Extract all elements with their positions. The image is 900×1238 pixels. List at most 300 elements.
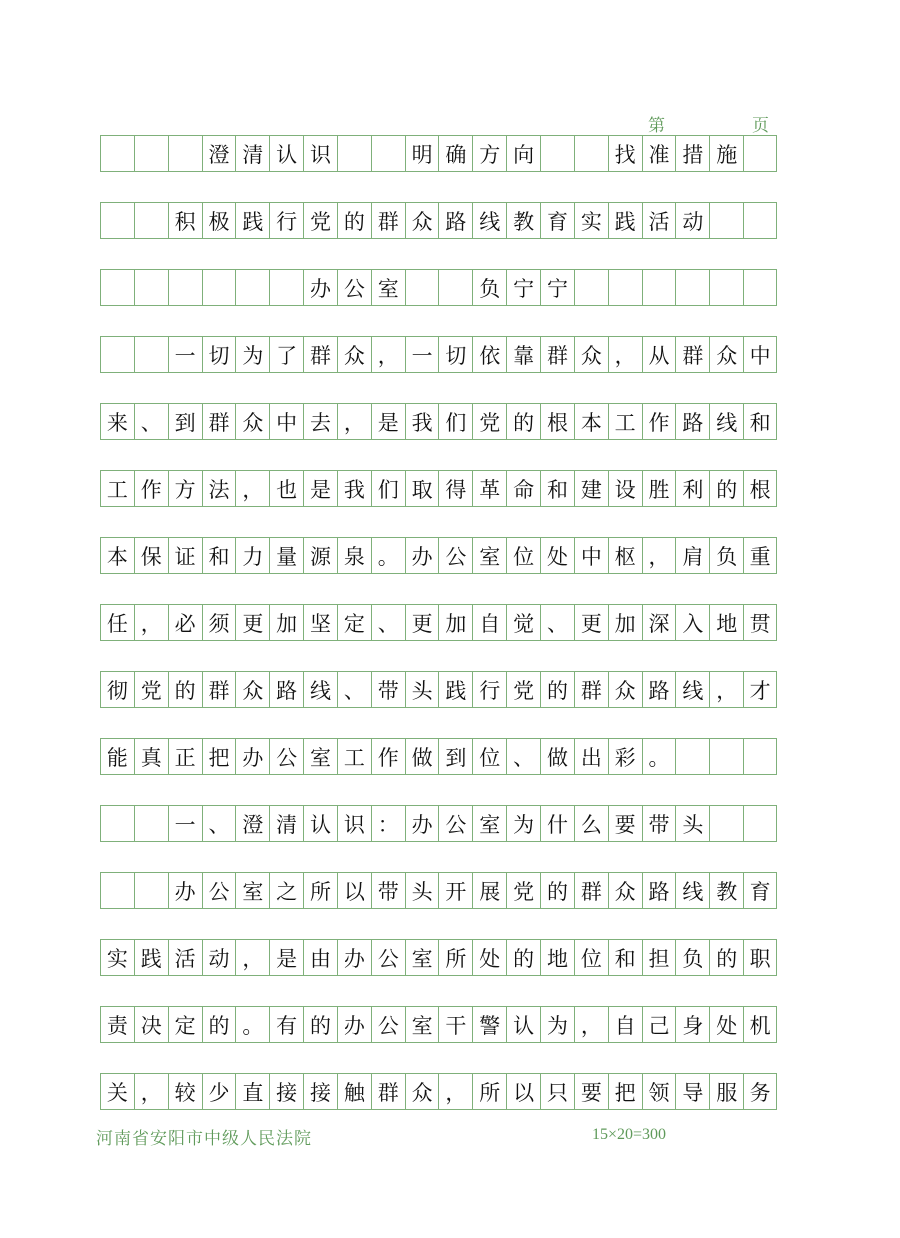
grid-cell: 真 <box>134 738 168 775</box>
grid-cell: 公 <box>371 1006 405 1043</box>
grid-cell: 须 <box>202 604 236 641</box>
grid-cell: 党 <box>303 202 337 239</box>
grid-cell: 公 <box>269 738 303 775</box>
grid-cell: 更 <box>574 604 608 641</box>
grid-cell: 直 <box>235 1073 269 1110</box>
grid-cell: 把 <box>608 1073 642 1110</box>
grid-cell <box>709 738 743 775</box>
grid-cell: 工 <box>337 738 371 775</box>
grid-spec: 15×20=300 <box>592 1126 667 1143</box>
grid-cell: 宁 <box>540 269 574 306</box>
grid-cell: 带 <box>642 805 676 842</box>
grid-cell: 积 <box>168 202 202 239</box>
grid-cell: 办 <box>337 939 371 976</box>
grid-cell: 室 <box>303 738 337 775</box>
grid-cell: 革 <box>472 470 506 507</box>
grid-cell: 室 <box>371 269 405 306</box>
grid-cell: 。 <box>371 537 405 574</box>
manuscript-line <box>100 807 777 844</box>
grid-cell <box>269 269 303 306</box>
grid-cell: ， <box>709 671 743 708</box>
grid-cell: 作 <box>134 470 168 507</box>
court-name: 河南省安阳市中级人民法院 <box>96 1129 312 1149</box>
grid-cell: 担 <box>642 939 676 976</box>
grid-cell: 工 <box>100 470 134 507</box>
grid-cell: 室 <box>235 872 269 909</box>
grid-cell: 众 <box>337 336 371 373</box>
grid-cell: 法 <box>202 470 236 507</box>
grid-cell: 展 <box>472 872 506 909</box>
grid-cell: 根 <box>540 403 574 440</box>
grid-cell: 线 <box>303 671 337 708</box>
grid-cell: 接 <box>303 1073 337 1110</box>
grid-cell: 方 <box>472 135 506 172</box>
grid-cell: 为 <box>506 805 540 842</box>
grid-cell <box>540 135 574 172</box>
grid-cell: 实 <box>100 939 134 976</box>
grid-cell: 活 <box>168 939 202 976</box>
grid-cell: 任 <box>100 604 134 641</box>
grid-cell: ， <box>134 604 168 641</box>
grid-cell <box>743 805 777 842</box>
grid-cell <box>642 269 676 306</box>
grid-cell: 群 <box>303 336 337 373</box>
grid-cell: 众 <box>709 336 743 373</box>
grid-cell: 是 <box>371 403 405 440</box>
grid-cell: 施 <box>709 135 743 172</box>
grid-cell: 必 <box>168 604 202 641</box>
grid-cell: 领 <box>642 1073 676 1110</box>
grid-cell: 能 <box>100 738 134 775</box>
grid-cell: 。 <box>235 1006 269 1043</box>
manuscript-line <box>100 941 777 978</box>
grid-cell: 认 <box>269 135 303 172</box>
grid-cell: 设 <box>608 470 642 507</box>
grid-cell: 线 <box>675 671 709 708</box>
grid-cell: 决 <box>134 1006 168 1043</box>
grid-cell: 关 <box>100 1073 134 1110</box>
manuscript-line <box>100 271 777 308</box>
grid-cell: 。 <box>642 738 676 775</box>
grid-cell: 一 <box>168 336 202 373</box>
grid-cell: 正 <box>168 738 202 775</box>
grid-cell: 头 <box>405 671 439 708</box>
grid-cell: 作 <box>371 738 405 775</box>
grid-cell <box>134 336 168 373</box>
grid-cell: 行 <box>472 671 506 708</box>
grid-cell <box>675 269 709 306</box>
grid-cell <box>743 202 777 239</box>
grid-cell: 重 <box>743 537 777 574</box>
grid-cell: 职 <box>743 939 777 976</box>
grid-cell: 识 <box>337 805 371 842</box>
grid-cell: 和 <box>608 939 642 976</box>
grid-cell: 办 <box>303 269 337 306</box>
grid-cell: 党 <box>472 403 506 440</box>
grid-cell <box>709 805 743 842</box>
grid-cell: 接 <box>269 1073 303 1110</box>
grid-cell <box>134 872 168 909</box>
grid-cell: ， <box>134 1073 168 1110</box>
grid-cell: 众 <box>608 872 642 909</box>
grid-cell: ， <box>337 403 371 440</box>
manuscript-line <box>100 1075 777 1112</box>
grid-cell: 中 <box>269 403 303 440</box>
grid-cell: 准 <box>642 135 676 172</box>
grid-cell: 的 <box>506 403 540 440</box>
grid-cell: 党 <box>506 671 540 708</box>
grid-cell: 切 <box>202 336 236 373</box>
grid-cell: 才 <box>743 671 777 708</box>
grid-cell <box>743 738 777 775</box>
grid-cell <box>134 135 168 172</box>
grid-cell: 定 <box>337 604 371 641</box>
grid-cell: 什 <box>540 805 574 842</box>
grid-cell: 入 <box>675 604 709 641</box>
grid-cell: 公 <box>438 537 472 574</box>
grid-cell: 办 <box>235 738 269 775</box>
grid-cell: 本 <box>574 403 608 440</box>
grid-cell: 澄 <box>202 135 236 172</box>
grid-cell: 出 <box>574 738 608 775</box>
grid-cell: 命 <box>506 470 540 507</box>
grid-cell: 认 <box>506 1006 540 1043</box>
grid-cell: 我 <box>405 403 439 440</box>
grid-cell: 公 <box>337 269 371 306</box>
grid-cell: 地 <box>540 939 574 976</box>
grid-cell: 践 <box>235 202 269 239</box>
grid-cell <box>100 202 134 239</box>
grid-cell: 只 <box>540 1073 574 1110</box>
grid-cell: 定 <box>168 1006 202 1043</box>
grid-cell: 枢 <box>608 537 642 574</box>
grid-cell: 带 <box>371 872 405 909</box>
grid-cell: ， <box>608 336 642 373</box>
grid-cell: 自 <box>608 1006 642 1043</box>
grid-cell: 为 <box>235 336 269 373</box>
manuscript-line <box>100 539 777 576</box>
grid-cell: 线 <box>709 403 743 440</box>
grid-cell: 取 <box>405 470 439 507</box>
grid-cell: 路 <box>438 202 472 239</box>
grid-cell: 识 <box>303 135 337 172</box>
grid-cell <box>709 269 743 306</box>
grid-cell: 少 <box>202 1073 236 1110</box>
grid-cell: 实 <box>574 202 608 239</box>
grid-cell: 负 <box>472 269 506 306</box>
grid-cell: 由 <box>303 939 337 976</box>
grid-cell: 机 <box>743 1006 777 1043</box>
grid-cell: 胜 <box>642 470 676 507</box>
grid-cell: 的 <box>202 1006 236 1043</box>
grid-cell: 的 <box>337 202 371 239</box>
grid-cell <box>574 269 608 306</box>
grid-cell: 证 <box>168 537 202 574</box>
grid-cell <box>608 269 642 306</box>
grid-cell: 坚 <box>303 604 337 641</box>
grid-cell: 的 <box>540 671 574 708</box>
grid-cell <box>743 269 777 306</box>
grid-cell: 作 <box>642 403 676 440</box>
grid-cell: 服 <box>709 1073 743 1110</box>
grid-cell <box>337 135 371 172</box>
grid-cell: 党 <box>134 671 168 708</box>
grid-cell: 群 <box>574 872 608 909</box>
grid-cell: 所 <box>438 939 472 976</box>
grid-cell: 责 <box>100 1006 134 1043</box>
grid-cell: 公 <box>202 872 236 909</box>
grid-cell: 切 <box>438 336 472 373</box>
grid-cell: 、 <box>540 604 574 641</box>
grid-cell: 室 <box>472 537 506 574</box>
grid-cell: 活 <box>642 202 676 239</box>
grid-cell: 育 <box>743 872 777 909</box>
grid-cell: 带 <box>371 671 405 708</box>
grid-cell: 自 <box>472 604 506 641</box>
grid-cell: 要 <box>608 805 642 842</box>
grid-cell: 众 <box>235 671 269 708</box>
grid-cell: 彻 <box>100 671 134 708</box>
grid-cell: 加 <box>438 604 472 641</box>
grid-cell: 公 <box>438 805 472 842</box>
grid-cell: 处 <box>709 1006 743 1043</box>
grid-cell <box>134 202 168 239</box>
grid-cell: 到 <box>168 403 202 440</box>
grid-cell: 明 <box>405 135 439 172</box>
grid-cell: ， <box>235 470 269 507</box>
grid-cell <box>371 135 405 172</box>
grid-cell: 和 <box>540 470 574 507</box>
grid-cell <box>574 135 608 172</box>
grid-cell: 觉 <box>506 604 540 641</box>
grid-cell: 工 <box>608 403 642 440</box>
grid-cell: 教 <box>506 202 540 239</box>
manuscript-line <box>100 338 777 375</box>
grid-cell <box>100 805 134 842</box>
grid-cell <box>202 269 236 306</box>
grid-cell: 加 <box>269 604 303 641</box>
grid-cell: 导 <box>675 1073 709 1110</box>
grid-cell: ， <box>642 537 676 574</box>
grid-cell: 开 <box>438 872 472 909</box>
grid-cell: 一 <box>405 336 439 373</box>
grid-cell: 找 <box>608 135 642 172</box>
grid-cell: 的 <box>709 470 743 507</box>
grid-cell: 的 <box>303 1006 337 1043</box>
grid-cell <box>100 336 134 373</box>
grid-cell: 本 <box>100 537 134 574</box>
grid-cell: 量 <box>269 537 303 574</box>
grid-cell: 路 <box>269 671 303 708</box>
grid-cell: 触 <box>337 1073 371 1110</box>
grid-cell <box>675 738 709 775</box>
grid-cell: 警 <box>472 1006 506 1043</box>
grid-cell: 路 <box>642 872 676 909</box>
grid-cell: 群 <box>371 202 405 239</box>
grid-cell: 办 <box>168 872 202 909</box>
grid-cell <box>438 269 472 306</box>
grid-cell: 也 <box>269 470 303 507</box>
grid-cell: 有 <box>269 1006 303 1043</box>
grid-cell: 依 <box>472 336 506 373</box>
grid-cell: 群 <box>675 336 709 373</box>
grid-cell: 众 <box>405 1073 439 1110</box>
grid-cell: 办 <box>405 805 439 842</box>
grid-cell: 建 <box>574 470 608 507</box>
grid-cell: 群 <box>371 1073 405 1110</box>
grid-cell: 室 <box>405 1006 439 1043</box>
grid-cell: 去 <box>303 403 337 440</box>
grid-cell: 贯 <box>743 604 777 641</box>
grid-cell: ， <box>574 1006 608 1043</box>
grid-cell: 动 <box>202 939 236 976</box>
grid-cell: 务 <box>743 1073 777 1110</box>
grid-cell: 所 <box>303 872 337 909</box>
manuscript-line <box>100 606 777 643</box>
grid-cell: 路 <box>642 671 676 708</box>
grid-cell: 负 <box>675 939 709 976</box>
grid-cell <box>168 135 202 172</box>
grid-cell <box>743 135 777 172</box>
grid-cell: 群 <box>202 671 236 708</box>
grid-cell <box>100 269 134 306</box>
grid-cell: 践 <box>134 939 168 976</box>
grid-cell: 干 <box>438 1006 472 1043</box>
grid-cell: 、 <box>202 805 236 842</box>
grid-cell: 做 <box>540 738 574 775</box>
grid-cell: 方 <box>168 470 202 507</box>
grid-cell: 向 <box>506 135 540 172</box>
grid-cell: 头 <box>675 805 709 842</box>
grid-cell: 育 <box>540 202 574 239</box>
grid-cell: 靠 <box>506 336 540 373</box>
grid-cell: 们 <box>438 403 472 440</box>
grid-cell: 清 <box>269 805 303 842</box>
grid-cell: 宁 <box>506 269 540 306</box>
grid-cell: 办 <box>405 537 439 574</box>
manuscript-line <box>100 204 777 241</box>
grid-cell: 深 <box>642 604 676 641</box>
grid-cell: 众 <box>574 336 608 373</box>
grid-cell: 、 <box>506 738 540 775</box>
grid-cell: 教 <box>709 872 743 909</box>
grid-cell: 措 <box>675 135 709 172</box>
grid-cell: 是 <box>269 939 303 976</box>
grid-cell: 位 <box>574 939 608 976</box>
grid-cell: 处 <box>540 537 574 574</box>
grid-cell: 、 <box>371 604 405 641</box>
manuscript-line <box>100 740 777 777</box>
grid-cell: 是 <box>303 470 337 507</box>
grid-cell: ： <box>371 805 405 842</box>
grid-cell: 确 <box>438 135 472 172</box>
grid-cell: 中 <box>743 336 777 373</box>
grid-cell: 把 <box>202 738 236 775</box>
grid-cell: 践 <box>608 202 642 239</box>
grid-cell: 利 <box>675 470 709 507</box>
grid-cell <box>134 269 168 306</box>
manuscript-line <box>100 673 777 710</box>
grid-cell: 负 <box>709 537 743 574</box>
grid-cell: 以 <box>506 1073 540 1110</box>
grid-cell: 众 <box>405 202 439 239</box>
page-label-di: 第 <box>648 116 665 136</box>
manuscript-line <box>100 1008 777 1045</box>
manuscript-line <box>100 137 777 174</box>
grid-cell: 要 <box>574 1073 608 1110</box>
grid-cell: 更 <box>405 604 439 641</box>
grid-cell: 中 <box>574 537 608 574</box>
manuscript-line <box>100 874 777 911</box>
grid-cell: 位 <box>472 738 506 775</box>
grid-cell <box>405 269 439 306</box>
manuscript-line <box>100 405 777 442</box>
grid-cell: 认 <box>303 805 337 842</box>
grid-cell: 行 <box>269 202 303 239</box>
grid-cell: 力 <box>235 537 269 574</box>
grid-cell: ， <box>371 336 405 373</box>
grid-cell: 从 <box>642 336 676 373</box>
grid-cell: 室 <box>472 805 506 842</box>
grid-cell <box>100 872 134 909</box>
grid-cell: 来 <box>100 403 134 440</box>
grid-cell: 源 <box>303 537 337 574</box>
grid-cell: 么 <box>574 805 608 842</box>
grid-cell: 保 <box>134 537 168 574</box>
grid-cell: 我 <box>337 470 371 507</box>
grid-cell <box>168 269 202 306</box>
grid-cell: 群 <box>202 403 236 440</box>
grid-cell: 众 <box>608 671 642 708</box>
grid-cell: 线 <box>472 202 506 239</box>
grid-cell: 彩 <box>608 738 642 775</box>
grid-cell: 动 <box>675 202 709 239</box>
grid-cell: 所 <box>472 1073 506 1110</box>
grid-cell: 、 <box>337 671 371 708</box>
grid-cell <box>235 269 269 306</box>
grid-cell: 地 <box>709 604 743 641</box>
grid-cell: ， <box>235 939 269 976</box>
grid-cell: 室 <box>405 939 439 976</box>
grid-cell: 群 <box>574 671 608 708</box>
manuscript-line <box>100 472 777 509</box>
grid-cell: 位 <box>506 537 540 574</box>
grid-cell <box>100 135 134 172</box>
grid-cell: 一 <box>168 805 202 842</box>
grid-cell: 极 <box>202 202 236 239</box>
grid-cell: 清 <box>235 135 269 172</box>
grid-cell: 和 <box>202 537 236 574</box>
grid-cell: 的 <box>506 939 540 976</box>
grid-cell: 头 <box>405 872 439 909</box>
grid-cell: 了 <box>269 336 303 373</box>
grid-cell: 到 <box>438 738 472 775</box>
grid-cell: 党 <box>506 872 540 909</box>
grid-cell: 之 <box>269 872 303 909</box>
grid-cell: 以 <box>337 872 371 909</box>
grid-cell: 线 <box>675 872 709 909</box>
grid-cell: 泉 <box>337 537 371 574</box>
page-label-ye: 页 <box>752 116 769 136</box>
grid-cell: 的 <box>709 939 743 976</box>
grid-cell: 群 <box>540 336 574 373</box>
grid-cell: 们 <box>371 470 405 507</box>
grid-cell: 加 <box>608 604 642 641</box>
grid-cell: 身 <box>675 1006 709 1043</box>
grid-cell: 和 <box>743 403 777 440</box>
grid-cell: 路 <box>675 403 709 440</box>
grid-cell: 澄 <box>235 805 269 842</box>
